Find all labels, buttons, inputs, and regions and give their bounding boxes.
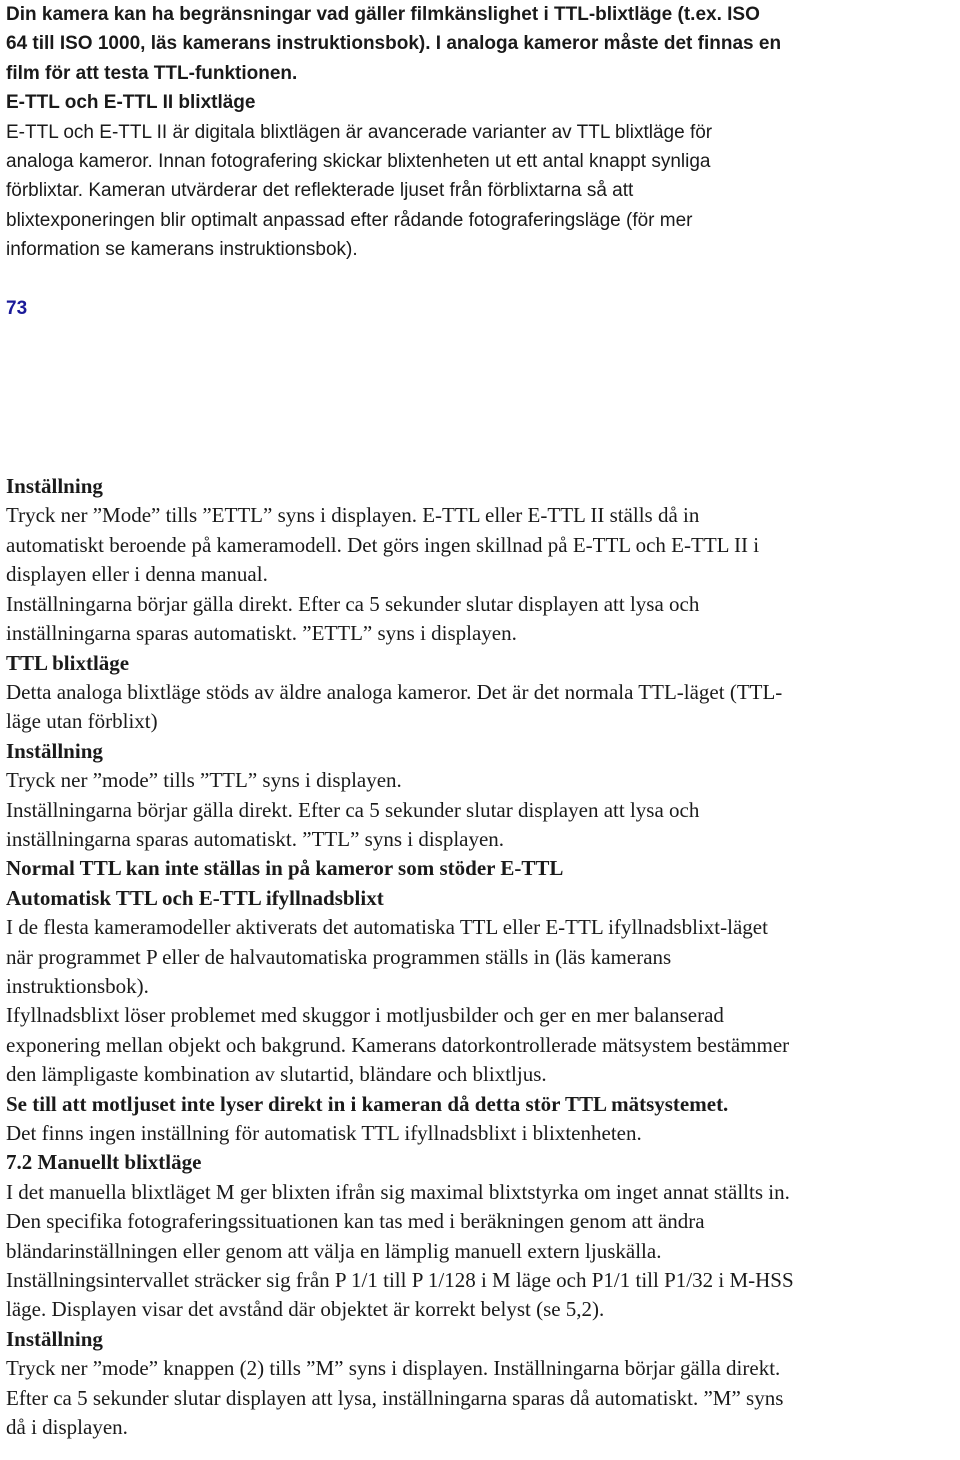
- section-heading: Automatisk TTL och E-TTL ifyllnadsblixt: [6, 885, 384, 910]
- body-line: I det manuella blixtläget M ger blixten ifrån sig maximal blixtstyrka om inget annat ställts in.: [6, 1179, 790, 1204]
- bottom-section: [6, 472, 960, 1442]
- section-heading: 7.2 Manuellt blixtläge: [6, 1150, 202, 1175]
- intro-line: Din kamera kan ha begränsningar vad gäller filmkänslighet i TTL-blixtläge (t.ex. ISO: [6, 4, 760, 25]
- section-heading: Inställning: [6, 474, 103, 499]
- body-line: Den specifika fotograferingssituationen kan tas med i beräkningen genom att ändra: [6, 1209, 705, 1234]
- ettl-heading: E-TTL och E-TTL II blixtläge: [6, 92, 256, 114]
- body-line: exponering mellan objekt och bakgrund. Kamerans datorkontrollerade mätsystem bestämmer: [6, 1032, 790, 1057]
- body-line: bländarinställningen eller genom att välja en lämplig manuell extern ljuskälla.: [6, 1238, 662, 1263]
- body-line: I de flesta kameramodeller aktiverats det automatiska TTL eller E-TTL ifyllnadsblixt-läget: [6, 915, 768, 940]
- section-heading: Normal TTL kan inte ställas in på kameror som stöder E-TTL: [6, 856, 564, 881]
- intro-line: film för att testa TTL-funktionen.: [6, 62, 298, 84]
- body-line: när programmet P eller de halvautomatiska programmen ställs in (läs kamerans: [6, 944, 672, 969]
- ettl-paragraph: [6, 118, 960, 265]
- intro-paragraph: [6, 0, 960, 88]
- body-line: Detta analoga blixtläge stöds av äldre analoga kameror. Det är det normala TTL-läget (TTL-: [6, 679, 783, 704]
- page-number: 73: [6, 297, 28, 319]
- section-heading: Inställning: [6, 738, 103, 763]
- body-line: inställningarna sparas automatiskt. ”ETTL” syns i displayen.: [6, 621, 517, 646]
- body-line: läge utan förblixt): [6, 709, 158, 734]
- body-line: Inställningarna börjar gälla direkt. Efter ca 5 sekunder slutar displayen att lysa och: [6, 591, 700, 616]
- body-line: Tryck ner ”Mode” tills ”ETTL” syns i displayen. E-TTL eller E-TTL II ställs då in: [6, 503, 700, 528]
- body-line: då i displayen.: [6, 1415, 128, 1440]
- body-line: läge. Displayen visar det avstånd där objektet är korrekt belyst (se 5,2).: [6, 1297, 605, 1322]
- body-line: Det finns ingen inställning för automatisk TTL ifyllnadsblixt i blixtenheten.: [6, 1121, 642, 1145]
- page-break-spacer: [6, 323, 960, 472]
- body-line: Inställningsintervallet sträcker sig från P 1/1 till P 1/128 i M läge och P1/1 till P1/32 i M-HSS: [6, 1268, 794, 1293]
- body-line: inställningarna sparas automatiskt. ”TTL” syns i displayen.: [6, 826, 505, 851]
- body-line: Efter ca 5 sekunder slutar displayen att lysa, inställningarna sparas då automatiskt. ”M” syns: [6, 1385, 784, 1410]
- ettl-line: blixtexponeringen blir optimalt anpassad efter rådande fotograferingsläge (för mer: [6, 209, 693, 231]
- body-line: den lämpligaste kombination av slutartid, bländare och blixtljus.: [6, 1062, 547, 1087]
- ettl-line: E-TTL och E-TTL II är digitala blixtlägen är avancerade varianter av TTL blixtläge för: [6, 121, 713, 143]
- body-line: displayen eller i denna manual.: [6, 562, 268, 587]
- ettl-line: analoga kameror. Innan fotografering skickar blixtenheten ut ett antal knappt synliga: [6, 151, 711, 173]
- body-line: Tryck ner ”mode” tills ”TTL” syns i displayen.: [6, 768, 402, 793]
- body-line: Inställningarna börjar gälla direkt. Efter ca 5 sekunder slutar displayen att lysa och: [6, 797, 700, 822]
- body-line: instruktionsbok).: [6, 973, 149, 998]
- document-page: [6, 0, 960, 1442]
- section-heading: Inställning: [6, 1326, 103, 1351]
- ettl-line: information se kamerans instruktionsbok).: [6, 239, 358, 261]
- ettl-line: förblixtar. Kameran utvärderar det reflekterade ljuset från förblixtarna så att: [6, 180, 634, 202]
- body-line: Ifyllnadsblixt löser problemet med skuggor i motljusbilder och ger en mer balanserad: [6, 1003, 724, 1028]
- body-line: Tryck ner ”mode” knappen (2) tills ”M” syns i displayen. Inställningarna börjar gälla direkt.: [6, 1356, 781, 1381]
- section-heading: TTL blixtläge: [6, 650, 130, 675]
- intro-line: 64 till ISO 1000, läs kamerans instruktionsbok). I analoga kameror måste det finnas en: [6, 33, 782, 55]
- body-line: automatiskt beroende på kameramodell. Det görs ingen skillnad på E-TTL och E-TTL II i: [6, 532, 760, 557]
- section-heading: Se till att motljuset inte lyser direkt in i kameran då detta stör TTL mätsystemet.: [6, 1091, 729, 1116]
